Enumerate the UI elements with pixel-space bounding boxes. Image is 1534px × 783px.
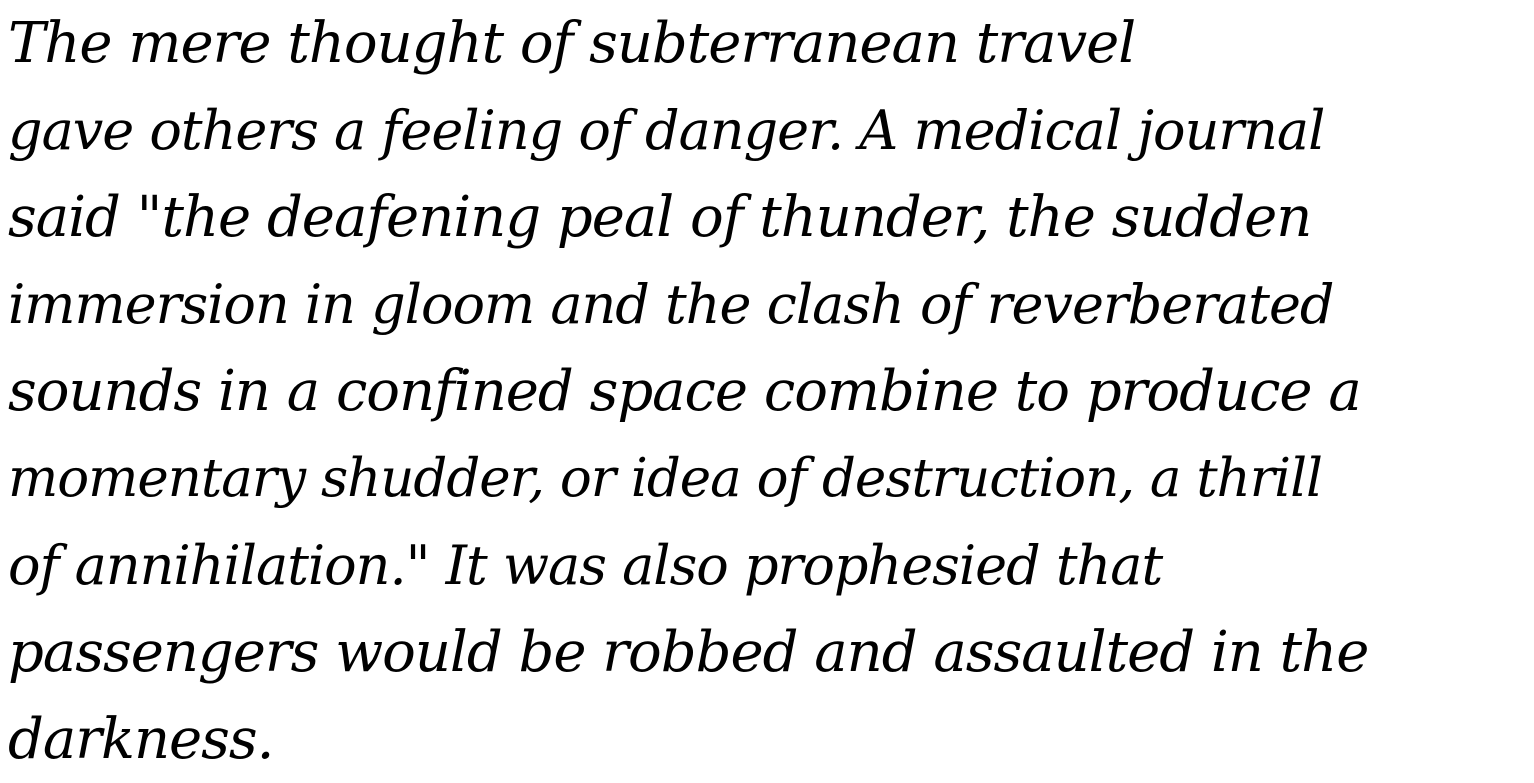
- handwritten-line-2: gave others a feeling of danger. A medical journal: [8, 99, 1325, 162]
- handwritten-line-5: sounds in a confined space combine to produce a: [8, 359, 1361, 424]
- handwritten-line-3: said "the deafening peal of thunder, the sudden: [8, 185, 1312, 250]
- handwritten-line-1: The mere thought of subterranean travel: [8, 11, 1136, 76]
- handwritten-line-9: darkness.: [8, 707, 274, 772]
- handwritten-text-block: [8, 0, 1528, 783]
- handwritten-line-6: momentary shudder, or idea of destruction, a thrill: [8, 448, 1322, 509]
- handwritten-line-8: passengers would be robbed and assaulted in the: [8, 620, 1369, 685]
- handwritten-line-7: of annihilation." It was also prophesied that: [8, 534, 1163, 597]
- handwritten-line-4: immersion in gloom and the clash of reverberated: [8, 273, 1334, 336]
